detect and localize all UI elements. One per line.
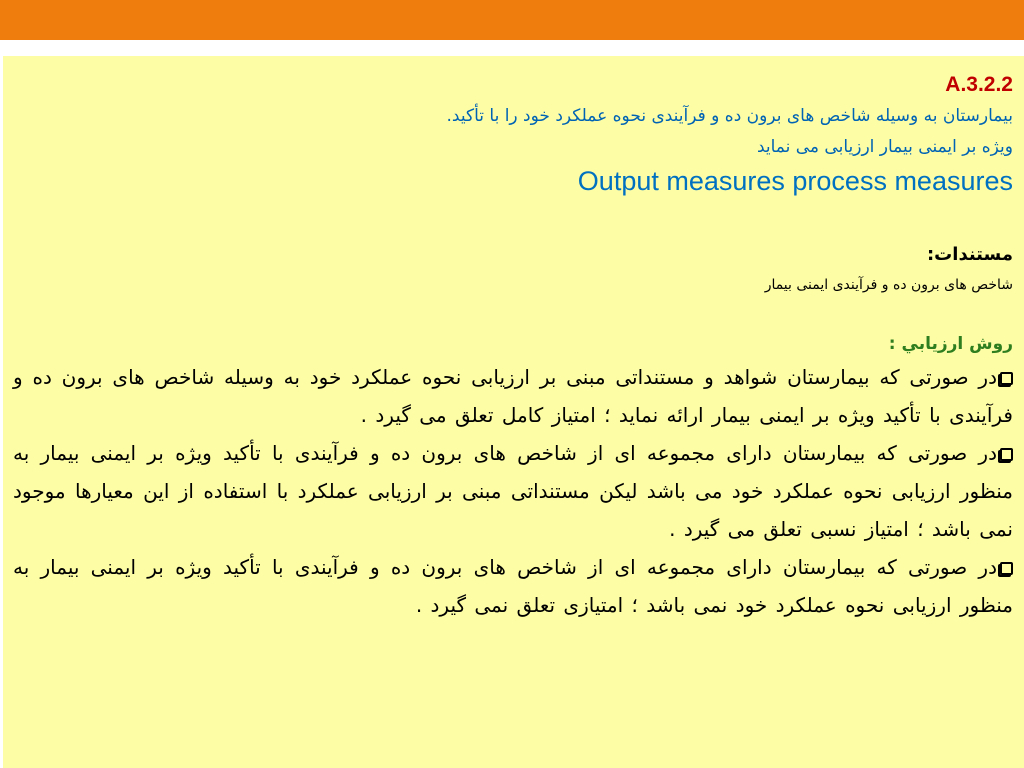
- slide-content-area: [3, 56, 1024, 768]
- criteria-item-full-score: [13, 358, 1013, 434]
- checkbox-bullet-icon: [1000, 562, 1013, 575]
- standard-description-line-1: بیمارستان به وسیله شاخص های برون ده و فرآیندی نحوه عملکرد خود را با تأکید.: [446, 106, 1013, 126]
- criteria-text: در صورتی که بیمارستان شواهد و مستنداتی مبنی بر ارزیابی نحوه عملکرد خود به وسیله شاخص های برون ده و فرآیندی با تأکید ویژه بر ایمنی بیمار ارائه نماید ؛ امتیاز کامل تعلق می گیرد .: [13, 365, 1013, 427]
- checkbox-bullet-icon: [1000, 372, 1013, 385]
- documents-text: شاخص های برون ده و فرآیندی ایمنی بیمار: [764, 277, 1013, 293]
- top-accent-bar: [0, 0, 1024, 40]
- criteria-item-partial-score: [13, 434, 1013, 548]
- criteria-text: در صورتی که بیمارستان دارای مجموعه ای از شاخص های برون ده و فرآیندی با تأکید ویژه بر ایمنی بیمار به منظور ارزیابی نحوه عملکرد خود نمی باشد ؛ امتیازی تعلق نمی گیرد .: [13, 555, 1013, 617]
- criteria-text: در صورتی که بیمارستان دارای مجموعه ای از شاخص های برون ده و فرآیندی با تأکید ویژه بر ایمنی بیمار به منظور ارزیابی نحوه عملکرد خود می باشد لیکن مستنداتی مبنی بر ارزیابی عملکرد با استفاده از این معیارها موجود نمی باشد ؛ امتیاز نسبی تعلق می گیرد .: [13, 441, 1013, 541]
- standard-description-line-2: ویژه بر ایمنی بیمار ارزیابی می نماید: [756, 137, 1013, 157]
- documents-heading: مستندات:: [926, 244, 1013, 265]
- measure-type-english: Output measures process measures: [577, 166, 1013, 196]
- standard-text-block: [13, 70, 1013, 624]
- standard-code: A.3.2.2: [945, 73, 1013, 96]
- criteria-item-no-score: [13, 548, 1013, 624]
- evaluation-method-heading: روش ارزيابي :: [888, 334, 1013, 354]
- checkbox-bullet-icon: [1000, 448, 1013, 461]
